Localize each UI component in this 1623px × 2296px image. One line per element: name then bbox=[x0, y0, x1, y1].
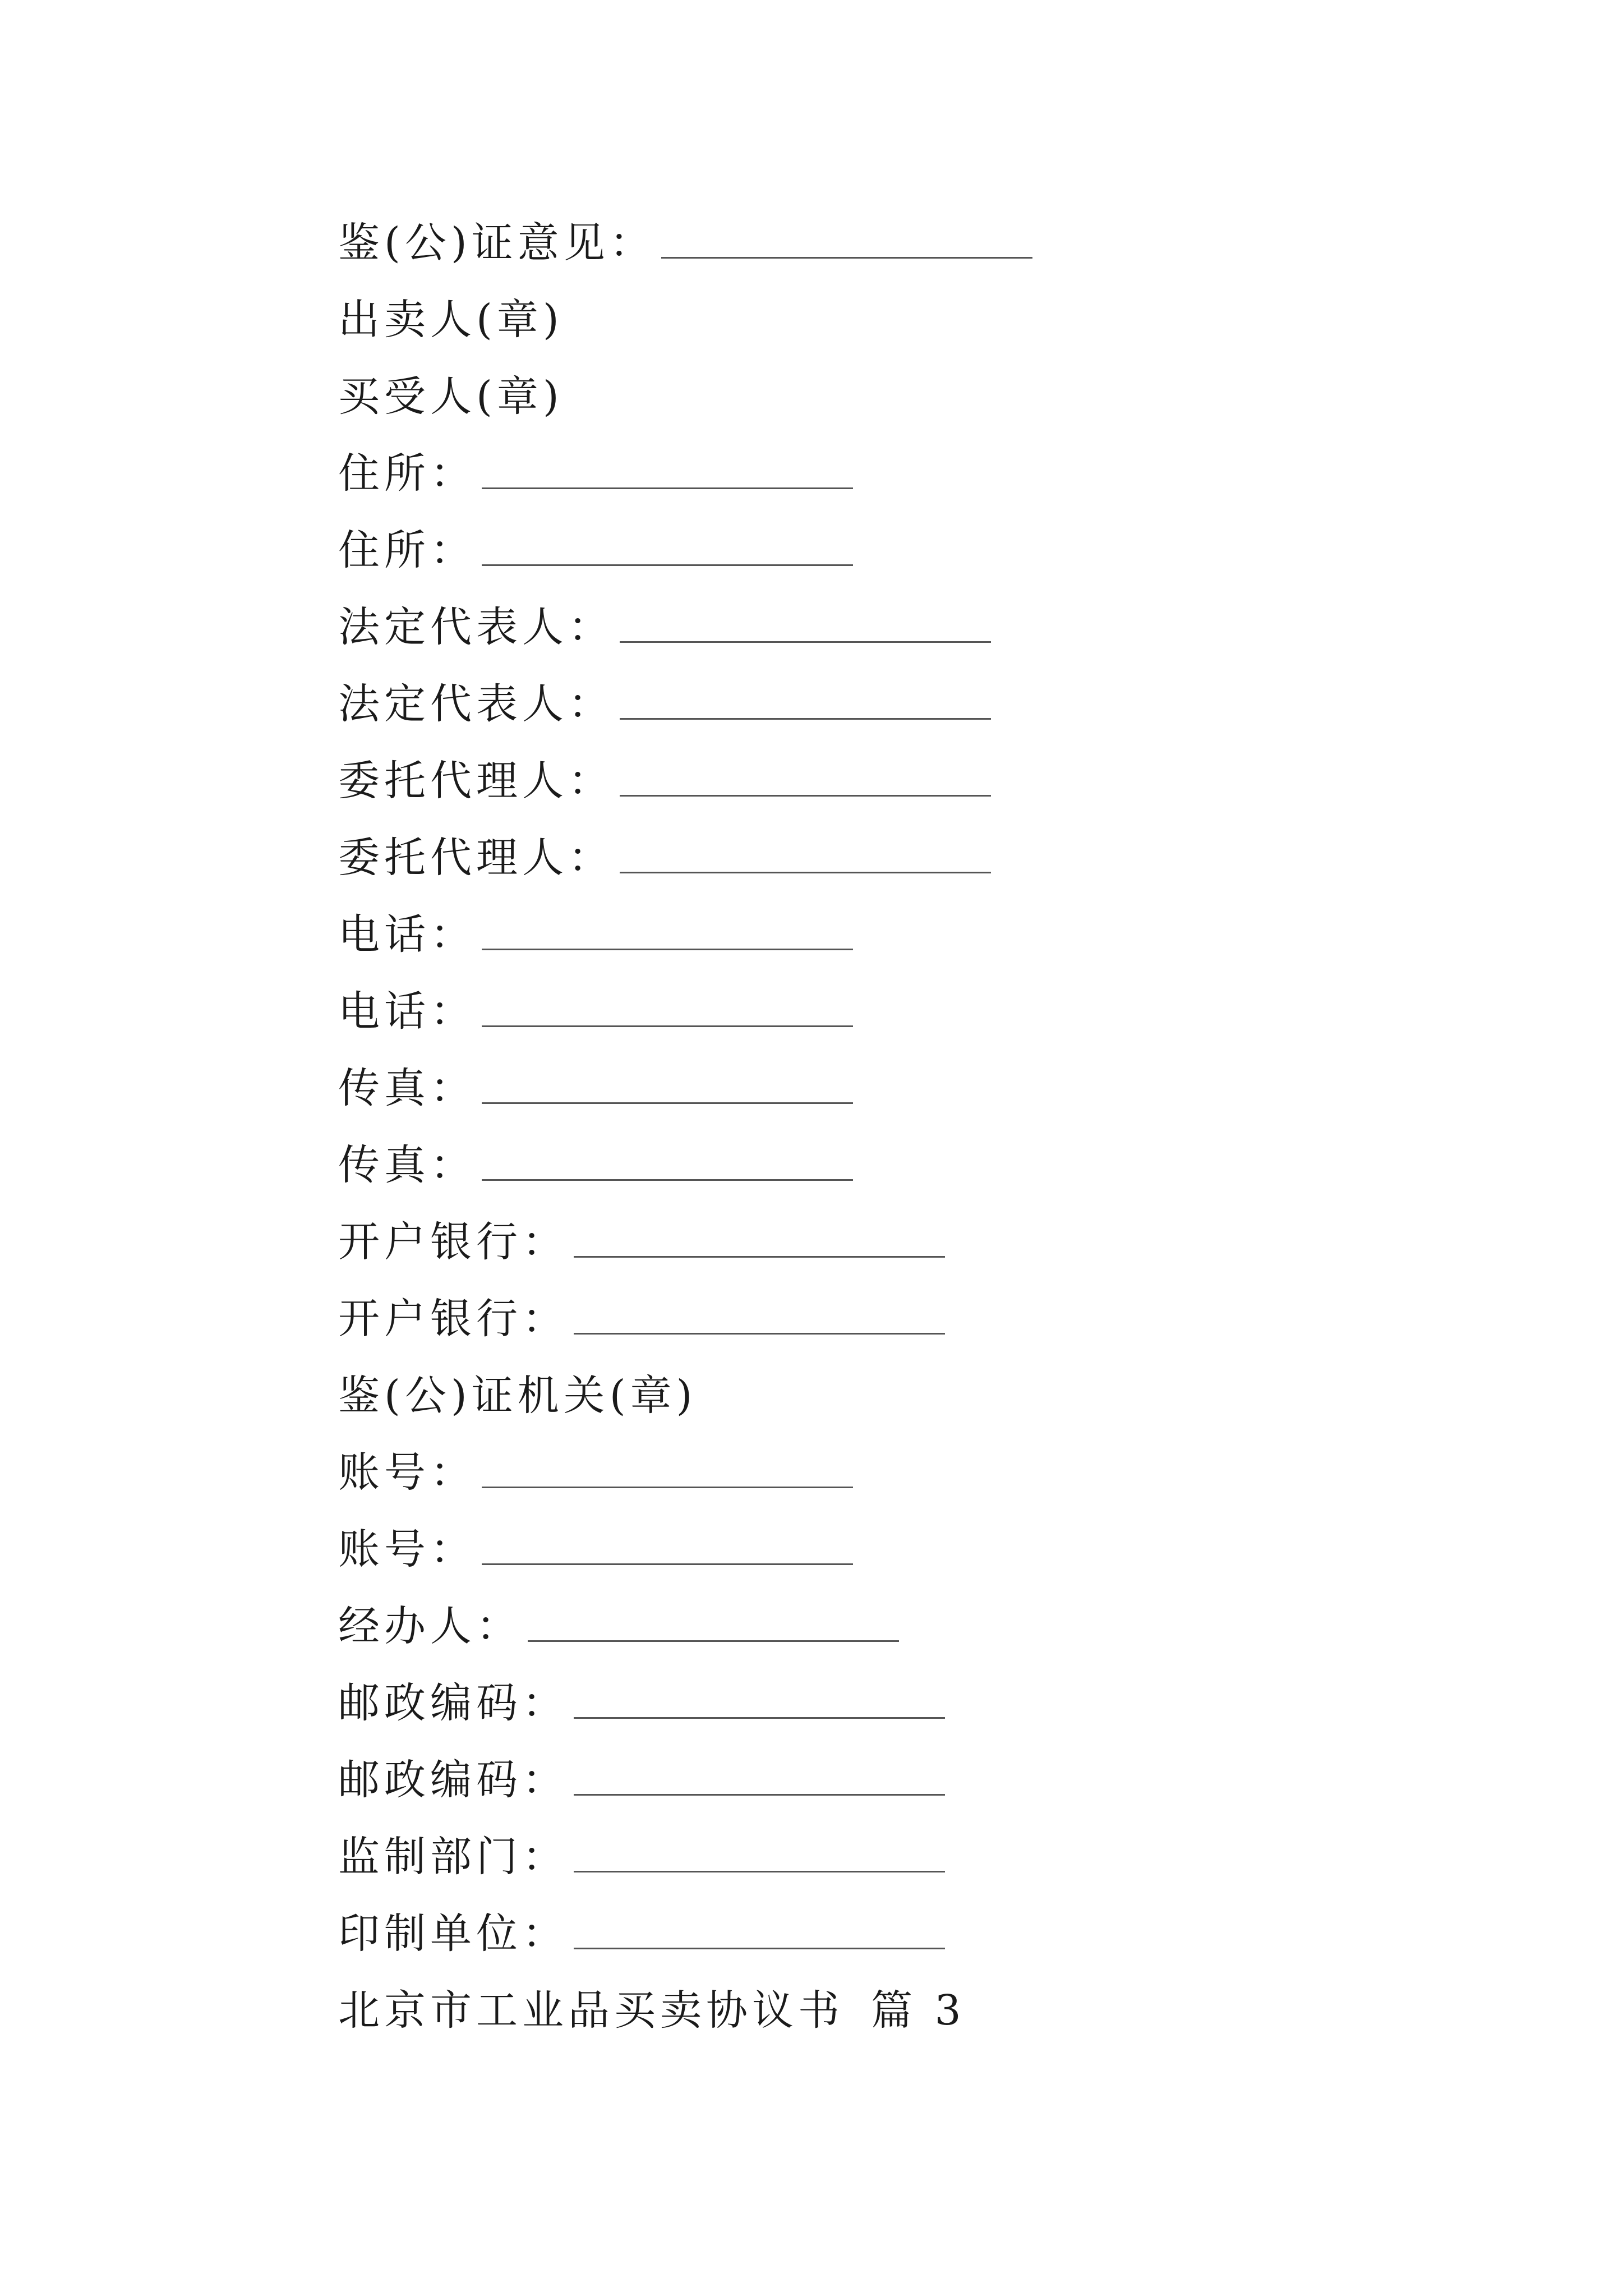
fill-in-blank bbox=[620, 872, 991, 873]
form-line bbox=[338, 435, 1460, 512]
field-label: 出卖人(章) bbox=[338, 296, 564, 344]
fill-in-blank bbox=[574, 1871, 945, 1872]
fill-in-blank bbox=[482, 564, 853, 566]
field-label: 账号： bbox=[338, 1525, 476, 1573]
fill-in-blank bbox=[574, 1256, 945, 1258]
fill-in-blank bbox=[620, 641, 991, 643]
form-line bbox=[338, 743, 1460, 820]
field-label: 传真： bbox=[338, 1141, 476, 1189]
field-label: 账号： bbox=[338, 1448, 476, 1497]
document-body bbox=[338, 205, 1460, 2049]
form-line bbox=[338, 1895, 1460, 1972]
form-line bbox=[338, 896, 1460, 973]
field-label: 买受人(章) bbox=[338, 372, 564, 421]
form-line bbox=[338, 973, 1460, 1050]
fill-in-blank bbox=[482, 1487, 853, 1488]
fill-in-blank bbox=[574, 1717, 945, 1719]
form-line bbox=[338, 205, 1460, 282]
form-line bbox=[338, 1204, 1460, 1281]
form-line bbox=[338, 358, 1460, 435]
field-label: 法定代表人： bbox=[338, 680, 614, 728]
heading-section: 篇 3 bbox=[871, 1986, 966, 2035]
form-line bbox=[338, 1742, 1460, 1819]
field-label: 开户银行： bbox=[338, 1295, 568, 1343]
form-line bbox=[338, 820, 1460, 896]
field-label: 邮政编码： bbox=[338, 1756, 568, 1804]
fill-in-blank bbox=[574, 1948, 945, 1949]
form-line bbox=[338, 1511, 1460, 1588]
form-line bbox=[338, 589, 1460, 666]
field-label: 监制部门： bbox=[338, 1833, 568, 1881]
fill-in-blank bbox=[482, 949, 853, 950]
field-label: 住所： bbox=[338, 526, 476, 574]
form-line bbox=[338, 1665, 1460, 1742]
field-label: 鉴(公)证意见： bbox=[338, 219, 656, 267]
section-heading bbox=[338, 1972, 1460, 2049]
form-line bbox=[338, 1050, 1460, 1127]
form-line bbox=[338, 1358, 1460, 1434]
field-label: 委托代理人： bbox=[338, 834, 614, 882]
field-label: 传真： bbox=[338, 1064, 476, 1112]
form-line bbox=[338, 1588, 1460, 1665]
field-label: 开户银行： bbox=[338, 1218, 568, 1266]
form-line bbox=[338, 1434, 1460, 1511]
fill-in-blank bbox=[482, 1102, 853, 1104]
fill-in-blank bbox=[574, 1333, 945, 1335]
fill-in-blank bbox=[661, 257, 1032, 259]
field-label: 经办人： bbox=[338, 1602, 522, 1650]
fill-in-blank bbox=[620, 718, 991, 720]
fill-in-blank bbox=[482, 1179, 853, 1181]
fill-in-blank bbox=[620, 795, 991, 797]
field-label: 鉴(公)证机关(章) bbox=[338, 1372, 697, 1420]
heading-title: 北京市工业品买卖协议书 bbox=[338, 1986, 844, 2035]
field-label: 电话： bbox=[338, 987, 476, 1036]
form-line bbox=[338, 666, 1460, 743]
fill-in-blank bbox=[482, 487, 853, 489]
form-line bbox=[338, 282, 1460, 358]
form-line bbox=[338, 512, 1460, 589]
form-line bbox=[338, 1281, 1460, 1358]
fill-in-blank bbox=[482, 1025, 853, 1027]
fill-in-blank bbox=[528, 1640, 899, 1642]
field-label: 委托代理人： bbox=[338, 757, 614, 805]
fill-in-blank bbox=[482, 1563, 853, 1565]
form-line bbox=[338, 1819, 1460, 1895]
field-label: 住所： bbox=[338, 449, 476, 498]
form-line bbox=[338, 1127, 1460, 1204]
field-label: 印制单位： bbox=[338, 1910, 568, 1958]
field-label: 法定代表人： bbox=[338, 603, 614, 651]
fill-in-blank bbox=[574, 1794, 945, 1796]
field-label: 邮政编码： bbox=[338, 1679, 568, 1727]
field-label: 电话： bbox=[338, 910, 476, 959]
